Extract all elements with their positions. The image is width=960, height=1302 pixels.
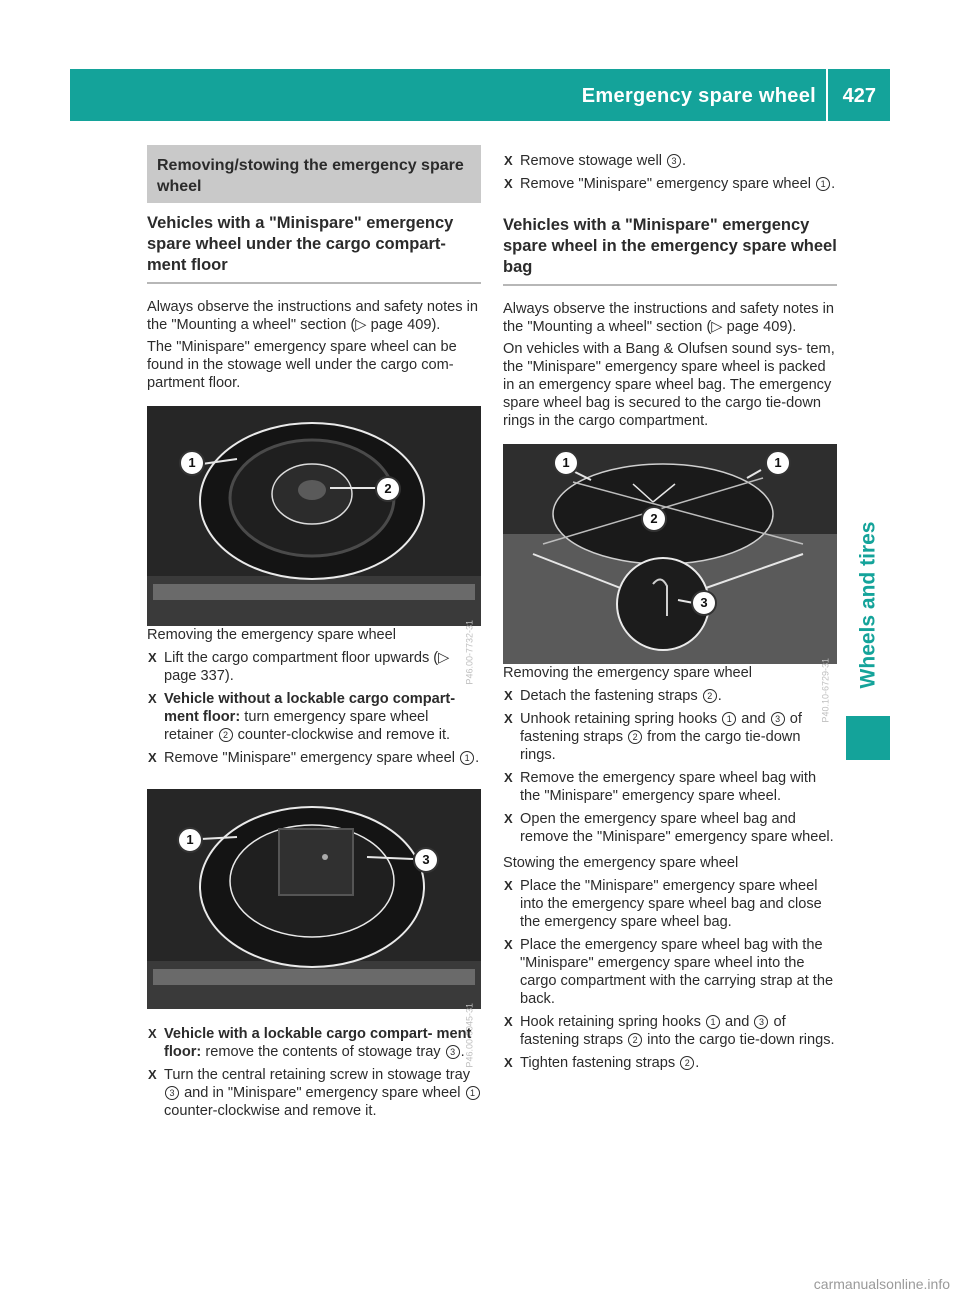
left-column [147,145,481,1120]
ref-number: 1 [460,751,474,765]
ref-number: 1 [722,712,736,726]
ref-number: 2 [628,730,642,744]
callout-1: 1 [765,450,791,476]
location-paragraph: The "Minispare" emergency spare wheel can be found in the stowage well under the cargo com- partment floor. [147,339,457,391]
photo-spare-wheel-bag-illustration [503,444,837,664]
step-marker: X [504,937,513,952]
step-open-bag: X Open the emergency spare wheel bag and remove the "Minispare" emergency spare wheel. [504,811,834,845]
ref-number: 3 [165,1086,179,1100]
ref-number: 2 [219,728,233,742]
ref-number: 3 [754,1015,768,1029]
step-lift-floor: X Lift the cargo compartment floor upwards (▷ page 337). [148,650,450,684]
section-title: Removing/stowing the emergency spare wheel [147,145,481,203]
step-marker: X [504,153,513,168]
step-hook-hooks: X Hook retaining spring hooks 1 and 3 of fastening straps 2 into the cargo tie-down rings. [504,1014,835,1048]
ref-number: 2 [628,1033,642,1047]
callout-1: 1 [553,450,579,476]
step-remove-minispare-wheel: X Remove "Minispare" emergency spare wheel 1 . [504,176,836,192]
step-place-in-bag: X Place the "Minispare" emergency spare wheel into the emergency spare wheel bag and close the emergency spare wheel bag. [504,878,822,930]
callout-2: 2 [641,506,667,532]
bag-paragraph: On vehicles with a Bang & Olufsen sound sys- tem, the "Minispare" emergency spare wheel is packed in an emergency spare wheel bag. The emergency spare wheel bag is secured to the cargo tie-down rings in the cargo compartment. [503,341,835,429]
ref-number: 1 [466,1086,480,1100]
step-marker: X [504,878,513,893]
step-marker: X [148,650,157,665]
chapter-tab [846,520,890,690]
step-marker: X [148,1067,157,1082]
callout-3: 3 [691,590,717,616]
right-column [503,152,837,1072]
chapter-tab-label: Wheels and tires [856,521,880,689]
step-tighten-straps: X Tighten fastening straps 2 . [504,1055,700,1071]
ref-number: 3 [771,712,785,726]
callout-1: 1 [179,450,205,476]
ref-number: 2 [680,1056,694,1070]
step-marker: X [148,1026,157,1041]
callout-2: 2 [375,476,401,502]
caption-stowing: Stowing the emergency spare wheel [503,855,739,871]
step-marker: X [504,811,513,826]
safety-note: Always observe the instructions and safety notes in the "Mounting a wheel" section (▷ page 409). [147,299,478,333]
photo-code: P46.00-6045-31 [465,1003,475,1068]
page-number: 427 [842,85,876,107]
step-with-lockable-floor: X Vehicle with a lockable cargo compart- ment floor: remove the contents of stowage tray 3 . [148,1026,472,1060]
ref-number: 3 [667,154,681,168]
step-marker: X [504,176,513,191]
ref-number: 3 [446,1045,460,1059]
photo-code: P46.00-7732-31 [465,620,475,685]
chapter-marker [846,716,890,760]
ref-number: 2 [703,689,717,703]
subheading-minispare-bag: Vehicles with a "Minispare" emergency spare wheel in the emergency spare wheel bag [503,215,837,286]
page-header [70,69,890,121]
caption-removing: Removing the emergency spare wheel [147,627,397,643]
safety-note: Always observe the instructions and safety notes in the "Mounting a wheel" section (▷ page 409). [503,301,834,335]
ref-number: 1 [706,1015,720,1029]
photo-spare-wheel-well-illustration [147,406,481,626]
ref-number: 1 [816,177,830,191]
step-detach-straps: X Detach the fastening straps 2 . [504,688,722,704]
caption-removing: Removing the emergency spare wheel [503,665,753,681]
step-marker: X [504,770,513,785]
header-title: Emergency spare wheel [581,85,816,107]
step-unhook-hooks: X Unhook retaining spring hooks 1 and 3 of fastening straps 2 from the cargo tie-down rings. [504,711,802,763]
step-marker: X [148,750,157,765]
header-divider [826,69,828,121]
callout-1: 1 [177,827,203,853]
step-marker: X [504,688,513,703]
step-without-lockable-floor: X Vehicle without a lockable cargo compart- ment floor: turn emergency spare wheel retainer 2 counter-clockwise and remove it. [148,691,456,743]
subheading-minispare-cargo-floor: Vehicles with a "Minispare" emergency spare wheel under the cargo compart- ment floor [147,213,481,284]
footer-watermark: carmanualsonline.info [813,1276,950,1292]
step-turn-central-screw: X Turn the central retaining screw in stowage tray 3 and in "Minispare" emergency spare wheel 1 counter-clockwise and remove it. [147,1066,481,1120]
step-marker: X [504,1014,513,1029]
step-place-bag-in-cargo: X Place the emergency spare wheel bag with the "Minispare" emergency spare wheel into the cargo compartment with the carrying strap at the back. [504,937,834,1007]
step-marker: X [504,1055,513,1070]
step-remove-bag: X Remove the emergency spare wheel bag with the "Minispare" emergency spare wheel. [504,770,817,804]
step-remove-minispare: X Remove "Minispare" emergency spare wheel 1 . [148,750,480,766]
callout-3: 3 [413,847,439,873]
photo-lockable-floor-illustration [147,789,481,1009]
photo-code: P40.10-6729-31 [821,658,831,723]
step-marker: X [504,711,513,726]
step-marker: X [148,691,157,706]
step-remove-stowage-well: X Remove stowage well 3 . [504,153,687,169]
